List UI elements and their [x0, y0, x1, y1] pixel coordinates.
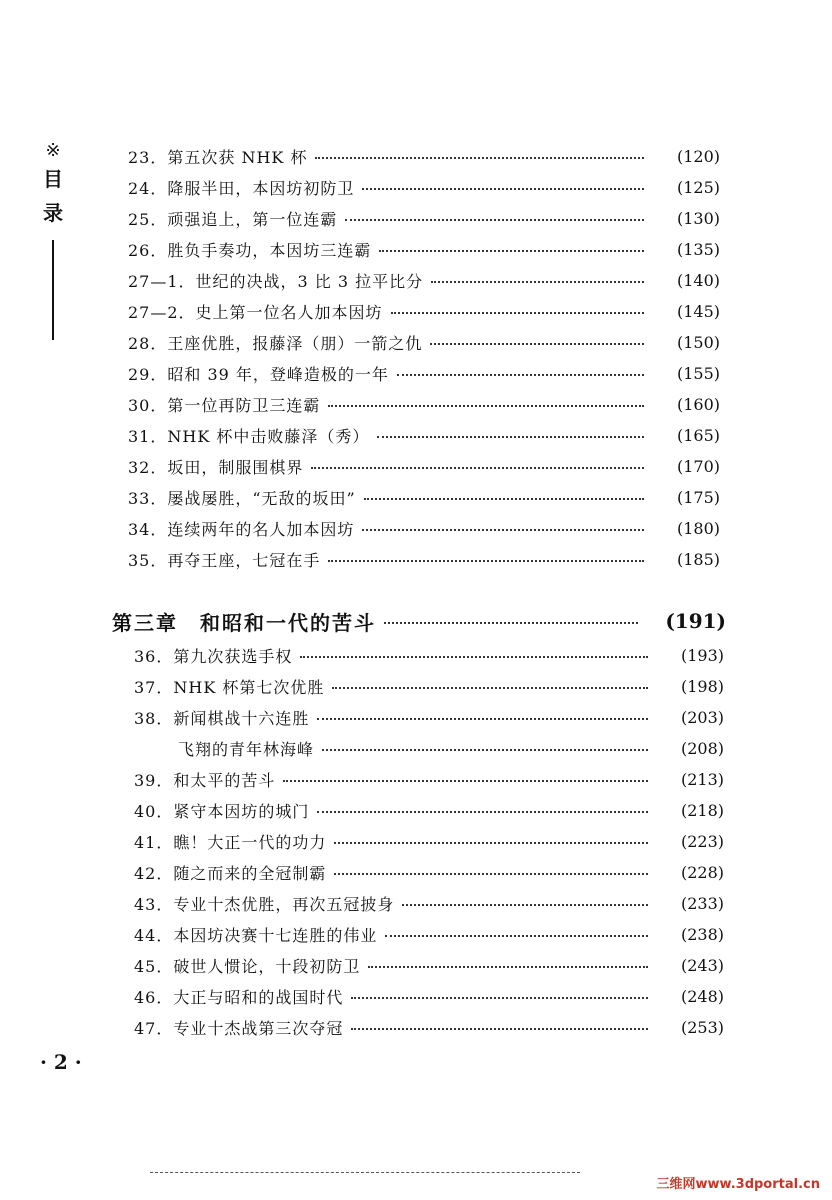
toc-entry[interactable] — [128, 298, 720, 324]
leader-dots — [300, 656, 648, 658]
toc-entry-title: 44．本因坊决赛十七连胜的伟业 — [134, 925, 378, 945]
toc-entry[interactable] — [128, 484, 720, 510]
toc-entry[interactable] — [128, 515, 720, 541]
toc-entry-title: 29．昭和 39 年，登峰造极的一年 — [128, 364, 389, 384]
toc-entry-title: 35．再夺王座，七冠在手 — [128, 550, 321, 570]
toc-entry-page: (213) — [680, 769, 724, 789]
toc-entry-page: (253) — [680, 1017, 724, 1037]
toc-entry-title: 27—1．世纪的决战，3 比 3 拉平比分 — [128, 271, 424, 291]
toc-entry-title: 40．紧守本因坊的城门 — [134, 801, 310, 821]
toc-entry-title: 47．专业十杰战第三次夺冠 — [134, 1018, 344, 1038]
toc-entry-page: (145) — [676, 301, 720, 321]
chapter-heading[interactable] — [112, 606, 726, 636]
toc-entry[interactable] — [134, 704, 724, 730]
toc-entry-title: 34．连续两年的名人加本因坊 — [128, 519, 355, 539]
toc-entry[interactable] — [134, 766, 724, 792]
leader-dots — [334, 873, 648, 875]
toc-entry[interactable] — [128, 174, 720, 200]
toc-entry-title: 28．王座优胜，报藤泽（朋）一箭之仇 — [128, 333, 423, 353]
toc-entry-page: (218) — [680, 800, 724, 820]
toc-entry-page: (203) — [680, 707, 724, 727]
leader-dots — [377, 436, 644, 438]
leader-dots — [431, 281, 644, 283]
leader-dots — [368, 966, 648, 968]
toc-entry-title: 30．第一位再防卫三连霸 — [128, 395, 321, 415]
watermark: 三维网www.3dportal.cn — [656, 1177, 820, 1192]
leader-dots — [322, 749, 648, 751]
toc-entry-title: 27—2．史上第一位名人加本因坊 — [128, 302, 383, 322]
sidebar-label-lu: 录 — [43, 201, 63, 225]
sidebar-label-mu: 目 — [43, 167, 63, 191]
toc-entry-title: 43．专业十杰优胜，再次五冠披身 — [134, 894, 395, 914]
leader-dots — [345, 219, 644, 221]
leader-dots — [391, 312, 644, 314]
toc-entry-title: 38．新闻棋战十六连胜 — [134, 708, 310, 728]
page-number: · 2 · — [40, 1050, 82, 1074]
leader-dots — [311, 467, 644, 469]
leader-dots — [328, 405, 644, 407]
leader-dots — [384, 622, 638, 624]
toc-entry-title: 23．第五次获 NHK 杯 — [128, 147, 308, 167]
toc-entry-page: (223) — [680, 831, 724, 851]
toc-entry-title: 37．NHK 杯第七次优胜 — [134, 677, 325, 697]
leader-dots — [362, 188, 644, 190]
chapter-title: 第三章 和昭和一代的苦斗 — [112, 610, 376, 635]
toc-entry-title: 33．屡战屡胜，“无敌的坂田” — [128, 488, 356, 508]
toc-entry[interactable] — [128, 391, 720, 417]
toc-entry-page: (125) — [676, 177, 720, 197]
toc-entry-title: 46．大正与昭和的战国时代 — [134, 987, 344, 1007]
toc-entry-page: (130) — [676, 208, 720, 228]
leader-dots — [317, 718, 648, 720]
toc-entry[interactable] — [128, 205, 720, 231]
toc-entry-page: (175) — [676, 487, 720, 507]
toc-entry[interactable] — [128, 453, 720, 479]
toc-entry-page: (155) — [676, 363, 720, 383]
toc-entry-page: (198) — [680, 676, 724, 696]
toc-entry-page: (150) — [676, 332, 720, 352]
leader-dots — [385, 935, 648, 937]
toc-entry[interactable] — [134, 921, 724, 947]
leader-dots — [397, 374, 644, 376]
toc-entry[interactable] — [134, 1014, 724, 1040]
toc-entry-page: (185) — [676, 549, 720, 569]
toc-entry[interactable] — [128, 422, 720, 448]
toc-entry[interactable] — [128, 236, 720, 262]
toc-entry[interactable] — [134, 642, 724, 668]
toc-entry[interactable] — [134, 859, 724, 885]
toc-entry[interactable] — [128, 329, 720, 355]
toc-entry-title: 42．随之而来的全冠制霸 — [134, 863, 327, 883]
leader-dots — [430, 343, 644, 345]
toc-entry-page: (165) — [676, 425, 720, 445]
toc-entry-title: 31．NHK 杯中击败藤泽（秀） — [128, 426, 370, 446]
leader-dots — [379, 250, 644, 252]
leader-dots — [364, 498, 644, 500]
toc-entry-page: (208) — [680, 738, 724, 758]
toc-entry-title: 32．坂田，制服围棋界 — [128, 457, 304, 477]
toc-entry[interactable] — [134, 673, 724, 699]
toc-entry-page: (140) — [676, 270, 720, 290]
toc-entry-page: (193) — [680, 645, 724, 665]
toc-entry-title: 36．第九次获选手权 — [134, 646, 293, 666]
leader-dots — [332, 687, 648, 689]
chapter-page: (191) — [665, 609, 726, 633]
leader-dots — [283, 780, 648, 782]
toc-subentry[interactable] — [178, 735, 724, 761]
toc-entry-page: (233) — [680, 893, 724, 913]
toc-entry-title: 24．降服半田，本因坊初防卫 — [128, 178, 355, 198]
footer-rule — [150, 1172, 580, 1173]
toc-entry[interactable] — [128, 546, 720, 572]
toc-entry-page: (135) — [676, 239, 720, 259]
toc-entry-title: 41．瞧！大正一代的功力 — [134, 832, 327, 852]
toc-entry-page: (160) — [676, 394, 720, 414]
toc-entry-page: (243) — [680, 955, 724, 975]
toc-entry-page: (120) — [676, 146, 720, 166]
leader-dots — [317, 811, 648, 813]
asterisk-icon: ※ — [45, 140, 61, 161]
toc-entry-title: 39．和太平的苦斗 — [134, 770, 276, 790]
toc-entry-title: 26．胜负手奏功，本因坊三连霸 — [128, 240, 372, 260]
leader-dots — [315, 157, 644, 159]
toc-entry-page: (180) — [676, 518, 720, 538]
toc-entry-page: (248) — [680, 986, 724, 1006]
toc-entry-page: (238) — [680, 924, 724, 944]
toc-entry-page: (228) — [680, 862, 724, 882]
toc-entry[interactable] — [134, 828, 724, 854]
leader-dots — [328, 560, 644, 562]
toc-entry[interactable] — [134, 952, 724, 978]
toc-entry[interactable] — [128, 267, 720, 293]
toc-entry[interactable] — [134, 890, 724, 916]
toc-entry-title: 飞翔的青年林海峰 — [178, 739, 315, 759]
leader-dots — [351, 997, 648, 999]
toc-entry[interactable] — [128, 143, 720, 169]
leader-dots — [351, 1028, 648, 1030]
toc-entry-page: (170) — [676, 456, 720, 476]
toc-entry[interactable] — [134, 983, 724, 1009]
toc-entry[interactable] — [128, 360, 720, 386]
leader-dots — [334, 842, 648, 844]
toc-entry-title: 45．破世人惯论，十段初防卫 — [134, 956, 361, 976]
leader-dots — [402, 904, 648, 906]
toc-entry[interactable] — [134, 797, 724, 823]
toc-entry-title: 25．顽强追上，第一位连霸 — [128, 209, 338, 229]
leader-dots — [362, 529, 644, 531]
